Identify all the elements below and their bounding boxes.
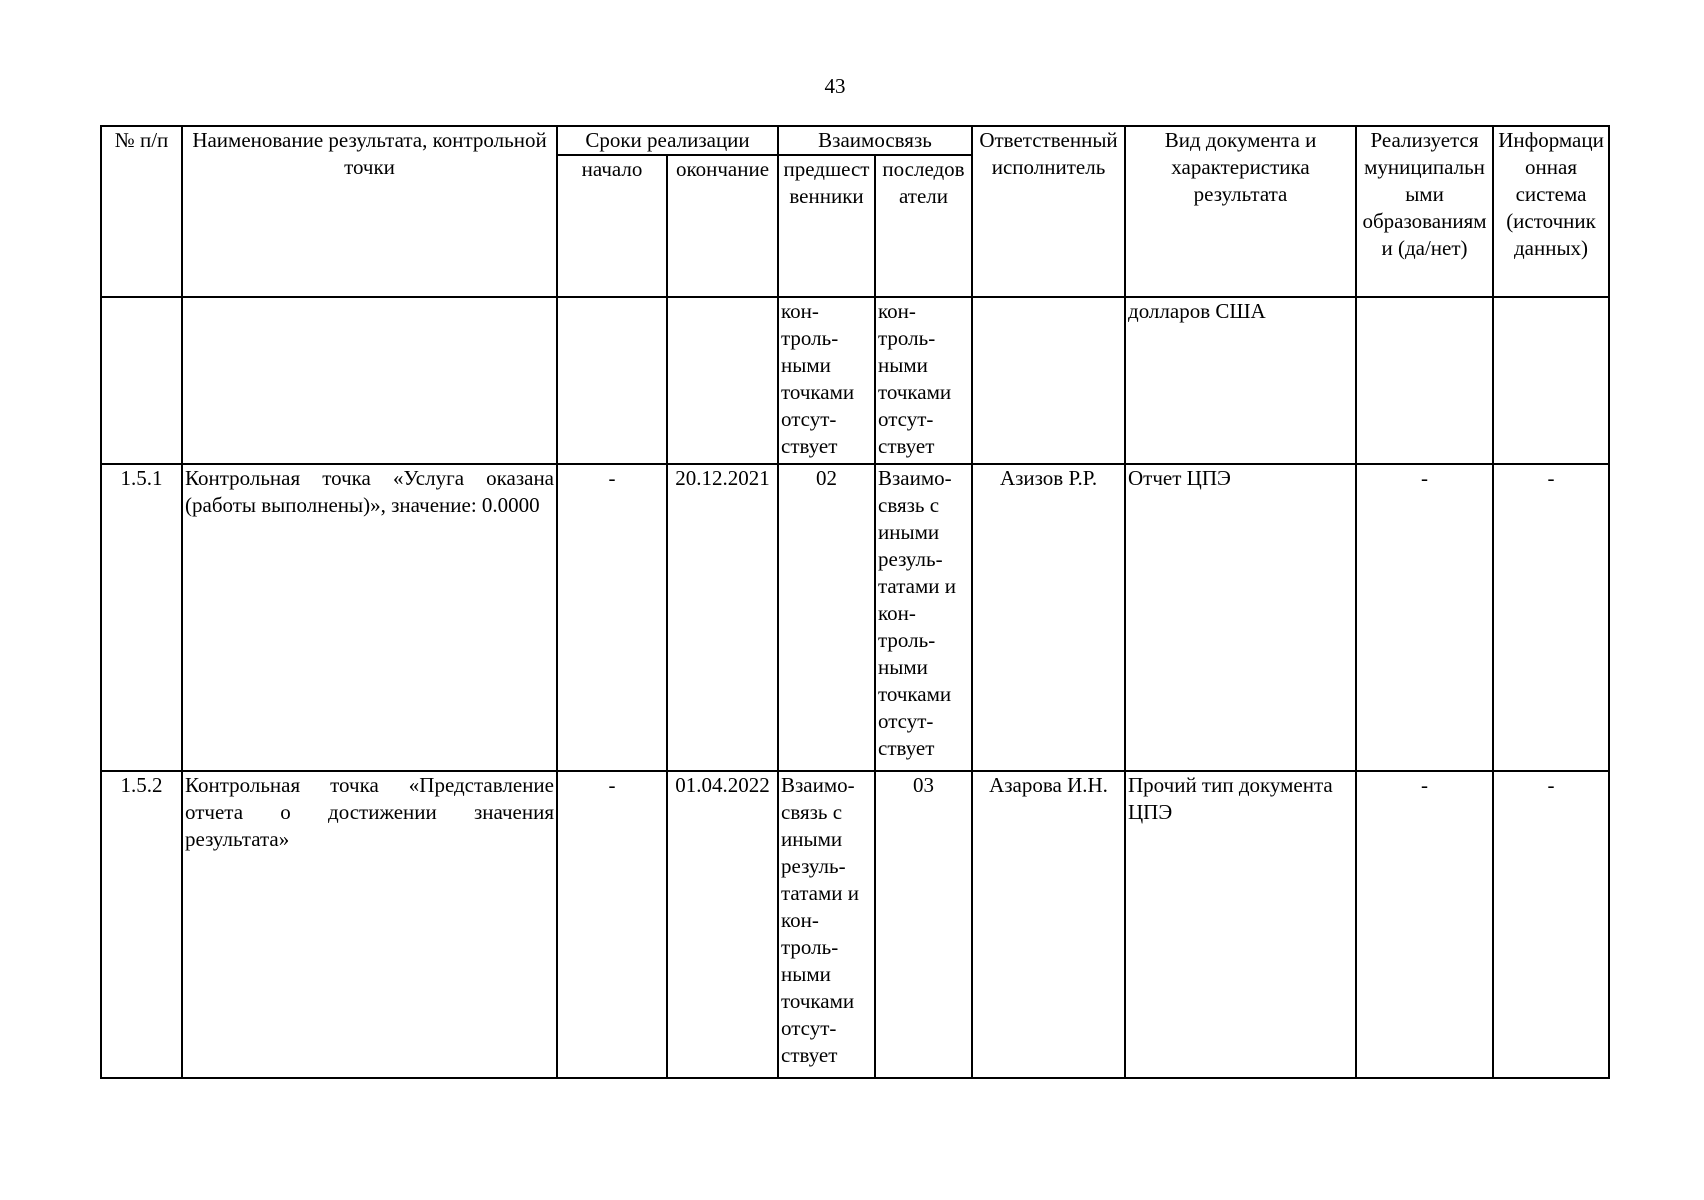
cell-end [667,297,778,464]
cell-name: Контрольная точка «Представление отчета о достижении значения результата» [182,771,557,1078]
cell-num: 1.5.1 [101,464,182,771]
cell-start [557,297,667,464]
table-row [101,297,1609,464]
cell-predecessors: Взаимо- связь с иными резуль- татами и кон- троль- ными точками отсут- ствует [778,771,875,1078]
col-header-info-system: Информационная система (источник данных) [1493,126,1609,297]
col-header-responsible: Ответственный исполнитель [972,126,1125,297]
cell-successors: Взаимо- связь с иными резуль- татами и кон- троль- ными точками отсут- ствует [875,464,972,771]
col-header-predecessors: предшественники [778,155,875,297]
col-header-deadlines: Сроки реализации [557,126,778,155]
cell-municipal [1356,297,1493,464]
cell-successors: 03 [875,771,972,1078]
table-header-row [101,126,1609,155]
cell-num: 1.5.2 [101,771,182,1078]
cell-info-system: - [1493,771,1609,1078]
cell-end: 20.12.2021 [667,464,778,771]
cell-responsible [972,297,1125,464]
cell-predecessors: 02 [778,464,875,771]
col-header-relation: Взаимосвязь [778,126,972,155]
col-header-municipal: Реализуется муниципальными образованиями (да/нет) [1356,126,1493,297]
col-header-start: начало [557,155,667,297]
cell-info-system [1493,297,1609,464]
cell-responsible: Азарова И.Н. [972,771,1125,1078]
table-row [101,771,1609,1078]
cell-municipal: - [1356,771,1493,1078]
page-number: 43 [824,74,846,98]
control-points-table [100,125,1610,1079]
cell-municipal: - [1356,464,1493,771]
cell-name: Контрольная точка «Услуга оказана (работы выполнены)», значение: 0.0000 [182,464,557,771]
cell-successors: кон- троль- ными точками отсут- ствует [875,297,972,464]
cell-start: - [557,771,667,1078]
col-header-num: № п/п [101,126,182,297]
cell-num [101,297,182,464]
cell-name [182,297,557,464]
cell-info-system: - [1493,464,1609,771]
cell-start: - [557,464,667,771]
col-header-doc-type: Вид документа и характеристика результата [1125,126,1356,297]
col-header-end: окончание [667,155,778,297]
col-header-successors: последователи [875,155,972,297]
cell-doc-type: Прочий тип документа ЦПЭ [1125,771,1356,1078]
cell-responsible: Азизов Р.Р. [972,464,1125,771]
cell-doc-type: долларов США [1125,297,1356,464]
cell-doc-type: Отчет ЦПЭ [1125,464,1356,771]
cell-end: 01.04.2022 [667,771,778,1078]
col-header-name: Наименование результата, контрольной точки [182,126,557,297]
cell-predecessors: кон- троль- ными точками отсут- ствует [778,297,875,464]
table-row [101,464,1609,771]
